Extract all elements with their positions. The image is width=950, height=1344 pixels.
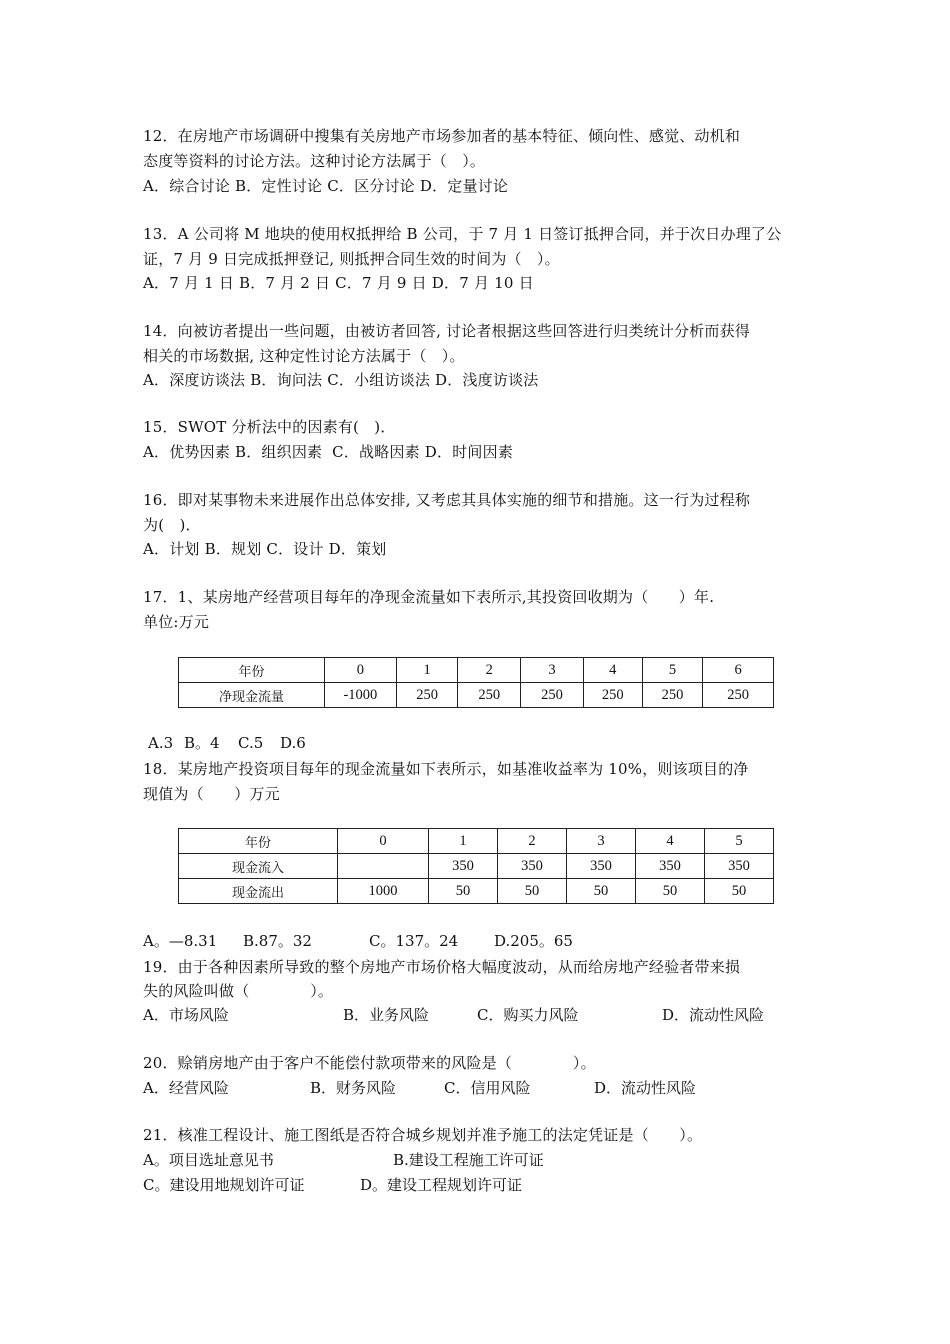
table-cell: 50 — [429, 879, 498, 904]
table-cell: 350 — [498, 854, 567, 879]
question-13-text: 13．A 公司将 M 地块的使用权抵押给 B 公司，于 7 月 1 日签订抵押合同，并于次日办理了公 — [143, 225, 782, 243]
table-cell: 250 — [642, 683, 703, 708]
table-cell: 现金流入 — [179, 854, 338, 879]
question-15-options: A．优势因素 B．组织因素 C．战略因素 D．时间因素 — [143, 443, 514, 461]
table-cell: 年份 — [179, 829, 338, 854]
table-row — [179, 658, 774, 683]
option-c: C。建设用地规划许可证 — [143, 1176, 305, 1194]
table-cell: 年份 — [179, 658, 325, 683]
table-row — [179, 854, 774, 879]
option-a: A．市场风险 — [143, 1006, 229, 1024]
option-d: D．流动性风险 — [662, 1006, 765, 1024]
table-cell: 4 — [583, 658, 642, 683]
question-19-text: 19．由于各种因素所导致的整个房地产市场价格大幅度波动，从而给房地产经验者带来损 — [143, 958, 741, 976]
question-14-text: 14．向被访者提出一些问题，由被访者回答, 讨论者根据这些回答进行归类统计分析而获得 — [143, 322, 751, 340]
question-19-text-cont: 失的风险叫做（ ）。 — [143, 982, 334, 1000]
table-cell: 50 — [636, 879, 705, 904]
question-17-unit: 单位:万元 — [143, 613, 210, 631]
table-cell: 3 — [567, 829, 636, 854]
table-cell: 2 — [498, 829, 567, 854]
question-17-text: 17．1、某房地产经营项目每年的净现金流量如下表所示,其投资回收期为（ ）年. — [143, 588, 715, 606]
table-cell: 250 — [396, 683, 458, 708]
question-12-options: A．综合讨论 B．定性讨论 C．区分讨论 D．定量讨论 — [143, 177, 509, 195]
question-16-options: A．计划 B．规划 C．设计 D．策划 — [143, 540, 387, 558]
question-18-text: 18．某房地产投资项目每年的现金流量如下表所示，如基准收益率为 10%，则该项目的净 — [143, 760, 749, 778]
option-d: D.205。65 — [494, 932, 573, 950]
option-b: B.87。32 — [243, 932, 312, 950]
table-row — [179, 829, 774, 854]
table-cell: 250 — [583, 683, 642, 708]
option-c: C．信用风险 — [444, 1079, 531, 1097]
table-row — [179, 683, 774, 708]
table-cell: -1000 — [325, 683, 397, 708]
question-13-options: A．7 月 1 日 B．7 月 2 日 C．7 月 9 日 D．7 月 10 日 — [143, 274, 534, 292]
option-a: A。—8.31 — [143, 932, 218, 950]
option-d: D．流动性风险 — [594, 1079, 697, 1097]
option-c: C.5 — [238, 734, 264, 752]
question-18-text-cont: 现值为（ ）万元 — [143, 785, 280, 803]
table-cell: 现金流出 — [179, 879, 338, 904]
question-13-text-cont: 证，7 月 9 日完成抵押登记, 则抵押合同生效的时间为（ ）。 — [143, 250, 560, 268]
option-a: A．经营风险 — [143, 1079, 229, 1097]
table-cell: 6 — [703, 658, 774, 683]
question-21-text: 21．核准工程设计、施工图纸是否符合城乡规划并准予施工的法定凭证是（ ）。 — [143, 1126, 703, 1144]
table-cell: 350 — [705, 854, 774, 879]
table-cell: 0 — [325, 658, 397, 683]
table-cell — [338, 854, 429, 879]
table-cell: 0 — [338, 829, 429, 854]
table-cell: 50 — [567, 879, 636, 904]
table-cell: 2 — [458, 658, 521, 683]
table-cell: 4 — [636, 829, 705, 854]
table-cell: 350 — [567, 854, 636, 879]
table-cell: 5 — [642, 658, 703, 683]
question-16-text-cont: 为( )． — [143, 516, 201, 534]
option-b: B。4 — [184, 734, 220, 752]
table-cell: 250 — [458, 683, 521, 708]
question-12-text: 12．在房地产市场调研中搜集有关房地产市场参加者的基本特征、倾向性、感觉、动机和 — [143, 127, 741, 145]
option-c: C．购买力风险 — [477, 1006, 579, 1024]
table-cell: 5 — [705, 829, 774, 854]
table-cell: 净现金流量 — [179, 683, 325, 708]
table-cell: 350 — [636, 854, 705, 879]
option-b: B.建设工程施工许可证 — [393, 1151, 544, 1169]
option-b: B．财务风险 — [310, 1079, 397, 1097]
option-a: A。项目选址意见书 — [143, 1151, 274, 1169]
cash-flow-table-18 — [178, 828, 774, 904]
question-20-text: 20．赊销房地产由于客户不能偿付款项带来的风险是（ ）。 — [143, 1054, 596, 1072]
question-12-text-cont: 态度等资料的讨论方法。这种讨论方法属于（ ）。 — [143, 152, 486, 170]
cash-flow-table-17 — [178, 657, 774, 708]
table-cell: 1 — [396, 658, 458, 683]
question-14-text-cont: 相关的市场数据, 这种定性讨论方法属于（ ）。 — [143, 347, 465, 365]
question-14-options: A．深度访谈法 B．询问法 C．小组访谈法 D．浅度访谈法 — [143, 371, 539, 389]
option-d: D。建设工程规划许可证 — [360, 1176, 523, 1194]
table-cell: 1 — [429, 829, 498, 854]
table-cell: 350 — [429, 854, 498, 879]
table-cell: 50 — [705, 879, 774, 904]
table-cell: 250 — [703, 683, 774, 708]
table-cell: 250 — [521, 683, 584, 708]
question-16-text: 16．即对某事物未来进展作出总体安排, 又考虑其具体实施的细节和措施。这一行为过程称 — [143, 491, 751, 509]
option-c: C。137。24 — [369, 932, 459, 950]
table-cell: 3 — [521, 658, 584, 683]
option-a: A.3 — [148, 734, 174, 752]
table-cell: 50 — [498, 879, 567, 904]
option-d: D.6 — [280, 734, 306, 752]
option-b: B．业务风险 — [343, 1006, 430, 1024]
question-15-text: 15．SWOT 分析法中的因素有( )． — [143, 418, 396, 436]
table-cell: 1000 — [338, 879, 429, 904]
table-row — [179, 879, 774, 904]
